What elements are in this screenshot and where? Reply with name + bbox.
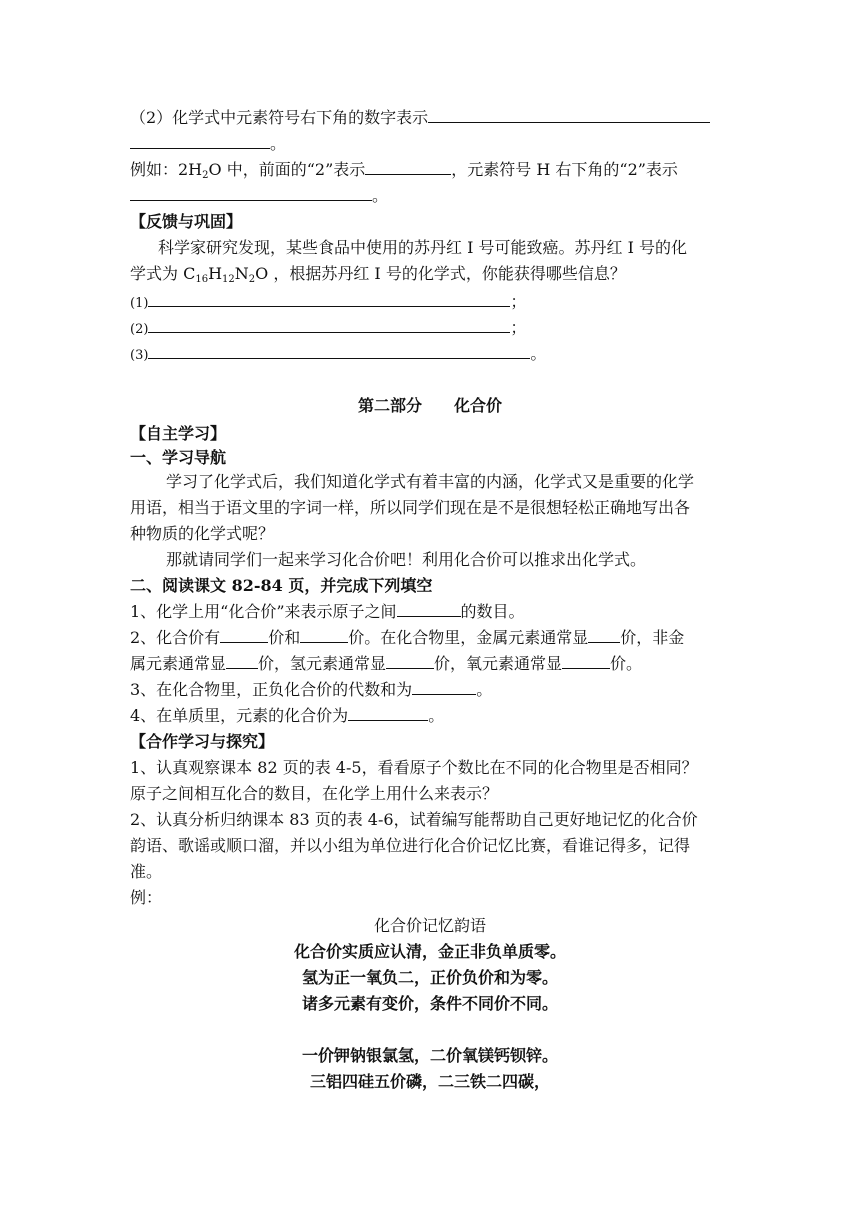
coop-item-line: 韵语、歌谣或顺口溜，并以小组为单位进行化合价记忆比赛，看谁记得多，记得 — [130, 836, 691, 855]
fill-item-4 — [130, 706, 444, 726]
formula-text: 学式为 C — [130, 264, 196, 283]
answer-blank[interactable] — [588, 628, 620, 643]
punctuation: ； — [510, 318, 527, 337]
reading-heading: 二、阅读课文 82-84 页，并完成下列填空 — [130, 576, 433, 595]
answer-blank[interactable] — [148, 344, 530, 359]
poem-line: 化合价实质应认清，金正非负单质零。 — [293, 942, 566, 961]
answer-blank[interactable] — [130, 186, 372, 201]
feedback-paragraph-line: 科学家研究发现，某些食品中使用的苏丹红 I 号可能致癌。苏丹红 I 号的化 — [158, 238, 687, 257]
feedback-paragraph-line — [130, 264, 626, 284]
coop-item-line: 1、认真观察课本 82 页的表 4-5，看看原子个数比在不同的化合物里是否相同？ — [130, 758, 698, 777]
fill-text: 价和 — [268, 628, 301, 647]
self-study-heading: 【自主学习】 — [130, 424, 227, 443]
fill-text: 价。在化合物里，金属元素通常显 — [348, 628, 589, 647]
fill-text: 2、化合价有 — [130, 628, 221, 647]
fill-item-1 — [130, 602, 525, 622]
answer-blank[interactable] — [397, 602, 461, 617]
fill-text: 4、在单质里，元素的化合价为 — [130, 706, 349, 725]
answer-blank[interactable] — [412, 680, 476, 695]
formula-text: N — [234, 264, 249, 283]
punctuation: ； — [510, 292, 527, 311]
example-label: 例： — [130, 888, 163, 907]
example-text: ，元素符号 H 右下角的“2”表示 — [451, 160, 678, 179]
nav-paragraph-line: 种物质的化学式呢？ — [130, 524, 275, 543]
fill-text: 价，氧元素通常显 — [434, 654, 563, 673]
answer-blank[interactable] — [226, 654, 258, 669]
fill-item-2 — [130, 628, 684, 648]
formula-text: H — [208, 264, 223, 283]
coop-heading: 【合作学习与探究】 — [130, 732, 275, 751]
fill-item-2-cont — [130, 654, 642, 674]
poem-line: 氢为正一氧负二，正价负价和为零。 — [301, 968, 558, 987]
nav-paragraph-line: 学习了化学式后，我们知道化学式有着丰富的内涵，化学式又是重要的化学 — [166, 472, 695, 491]
poem-line: 三铝四硅五价磷，二三铁二四碳， — [309, 1072, 550, 1091]
subscript: 2 — [248, 274, 256, 285]
coop-item-line: 准。 — [130, 862, 163, 881]
answer-line-3 — [130, 344, 546, 366]
subscript: 12 — [222, 274, 235, 285]
example-text: 例如：2H — [130, 160, 203, 179]
nav-heading: 一、学习导航 — [130, 448, 227, 467]
nav-paragraph-line: 那就请同学们一起来学习化合价吧！利用化合价可以推求出化学式。 — [166, 550, 647, 569]
poem-line: 诸多元素有变价，条件不同价不同。 — [301, 994, 558, 1013]
item-2-text: （2）化学式中元素符号右下角的数字表示 — [130, 108, 429, 127]
answer-blank[interactable] — [220, 628, 268, 643]
fill-text: 价。 — [610, 654, 643, 673]
answer-blank[interactable] — [148, 318, 510, 333]
answer-blank[interactable] — [348, 706, 428, 721]
answer-blank[interactable] — [300, 628, 348, 643]
fill-text: 。 — [428, 706, 445, 725]
answer-blank[interactable] — [130, 134, 270, 149]
answer-line-1 — [130, 292, 526, 314]
formula-text: O ，根据苏丹红 I 号的化学式，你能获得哪些信息？ — [255, 264, 626, 283]
fill-text: 的数目。 — [460, 602, 525, 621]
answer-blank[interactable] — [562, 654, 610, 669]
section-title: 第二部分 化合价 — [357, 396, 502, 415]
answer-blank[interactable] — [386, 654, 434, 669]
fill-text: 价，非金 — [620, 628, 685, 647]
answer-blank[interactable] — [365, 160, 451, 175]
example-line-cont — [130, 186, 388, 206]
punctuation: 。 — [270, 134, 287, 153]
fill-text: 。 — [476, 680, 493, 699]
item-2-line — [130, 108, 710, 128]
item-2-line-cont — [130, 134, 286, 154]
example-text: O 中，前面的“2”表示 — [208, 160, 366, 179]
punctuation: 。 — [372, 186, 389, 205]
question-number: (2) — [130, 322, 149, 337]
poem-line: 一价钾钠银氯氢，二价氧镁钙钡锌。 — [301, 1046, 558, 1065]
fill-text: 价，氢元素通常显 — [258, 654, 387, 673]
answer-blank[interactable] — [428, 108, 710, 123]
fill-text: 3、在化合物里，正负化合价的代数和为 — [130, 680, 413, 699]
poem-title: 化合价记忆韵语 — [373, 916, 486, 935]
answer-line-2 — [130, 318, 526, 340]
coop-item-line: 2、认真分析归纳课本 83 页的表 4-6，试着编写能帮助自己更好地记忆的化合价 — [130, 810, 698, 829]
fill-text: 属元素通常显 — [130, 654, 227, 673]
subscript: 16 — [195, 274, 209, 285]
example-line — [130, 160, 678, 180]
nav-paragraph-line: 用语，相当于语文里的字词一样，所以同学们现在是不是很想轻松正确地写出各 — [130, 498, 691, 517]
question-number: (1) — [130, 296, 149, 311]
punctuation: 。 — [530, 344, 547, 363]
fill-text: 1、化学上用“化合价”来表示原子之间 — [130, 602, 397, 621]
question-number: (3) — [130, 348, 149, 363]
answer-blank[interactable] — [148, 292, 510, 307]
feedback-heading: 【反馈与巩固】 — [130, 212, 243, 231]
coop-item-line: 原子之间相互化合的数目，在化学上用什么来表示？ — [130, 784, 499, 803]
subscript: 2 — [202, 170, 209, 181]
fill-item-3 — [130, 680, 492, 700]
